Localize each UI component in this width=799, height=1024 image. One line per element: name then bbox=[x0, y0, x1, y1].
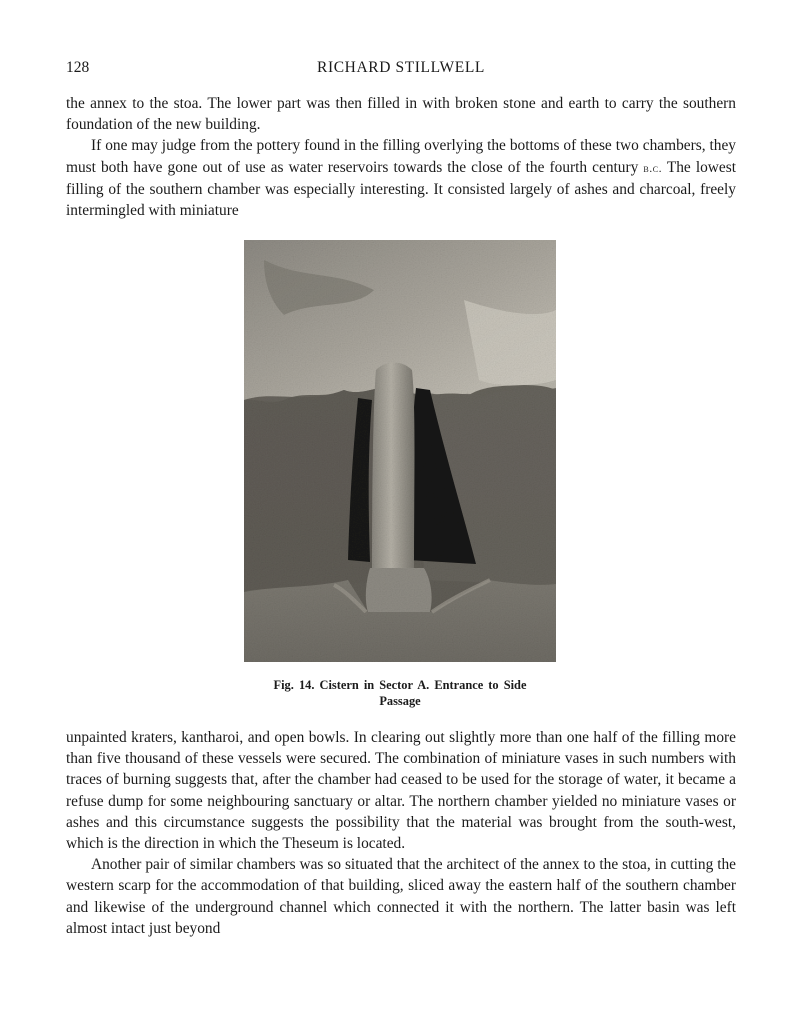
cistern-photo bbox=[244, 240, 556, 662]
caption-line-2: Passage bbox=[379, 694, 421, 708]
photo-content bbox=[244, 240, 556, 662]
pillar-base bbox=[366, 568, 432, 612]
paragraph-continuation: the annex to the stoa. The lower part was then filled in with broken stone and earth to carry the southern foundation of the new building. bbox=[66, 95, 736, 134]
paragraph-pottery-text-b: The lowest filling of the southern chamber was especially interesting. It consisted largely of ashes and charcoal, freely intermingled with miniature bbox=[66, 158, 736, 220]
body-text-top bbox=[66, 93, 736, 221]
caption-line-1: Fig. 14. Cistern in Sector A. Entrance to Side bbox=[273, 678, 527, 692]
paragraph-pottery-text-a: If one may judge from the pottery found in the filling overlying the bottoms of these two chambers, they must both have gone out of use as water reservoirs towards the close of the fourth century bbox=[66, 137, 736, 176]
stone-pillar bbox=[372, 363, 415, 571]
page-number: 128 bbox=[66, 59, 90, 76]
paragraph-pottery bbox=[66, 135, 736, 221]
body-text-bottom bbox=[66, 727, 736, 939]
paragraph-chambers: Another pair of similar chambers was so situated that the architect of the annex to the stoa, in cutting the western scarp for the accommodation of that building, sliced away the eastern half of the southern chamber and likewise of the underground channel which connected it with the northern. The latter basin was left almost intact just beyond bbox=[66, 856, 736, 937]
running-head: RICHARD STILLWELL bbox=[317, 59, 485, 76]
figure-photograph bbox=[244, 240, 556, 662]
paragraph-kraters: unpainted kraters, kantharoi, and open bowls. In clearing out slightly more than one half of the filling more than five thousand of these vessels were secured. The combination of miniature vases in such numbers with traces of burning suggests that, after the chamber had ceased to be used for the storage of water, it became a refuse dump for some neighbouring sanctuary or altar. The northern chamber yielded no miniature vases or ashes and this circumstance suggests the possibility that the material was brought from the south-west, which is the direction in which the Theseum is located. bbox=[66, 729, 736, 853]
page-header bbox=[66, 57, 736, 79]
figure-caption bbox=[244, 677, 556, 709]
era-abbreviation: b.c. bbox=[643, 160, 663, 175]
